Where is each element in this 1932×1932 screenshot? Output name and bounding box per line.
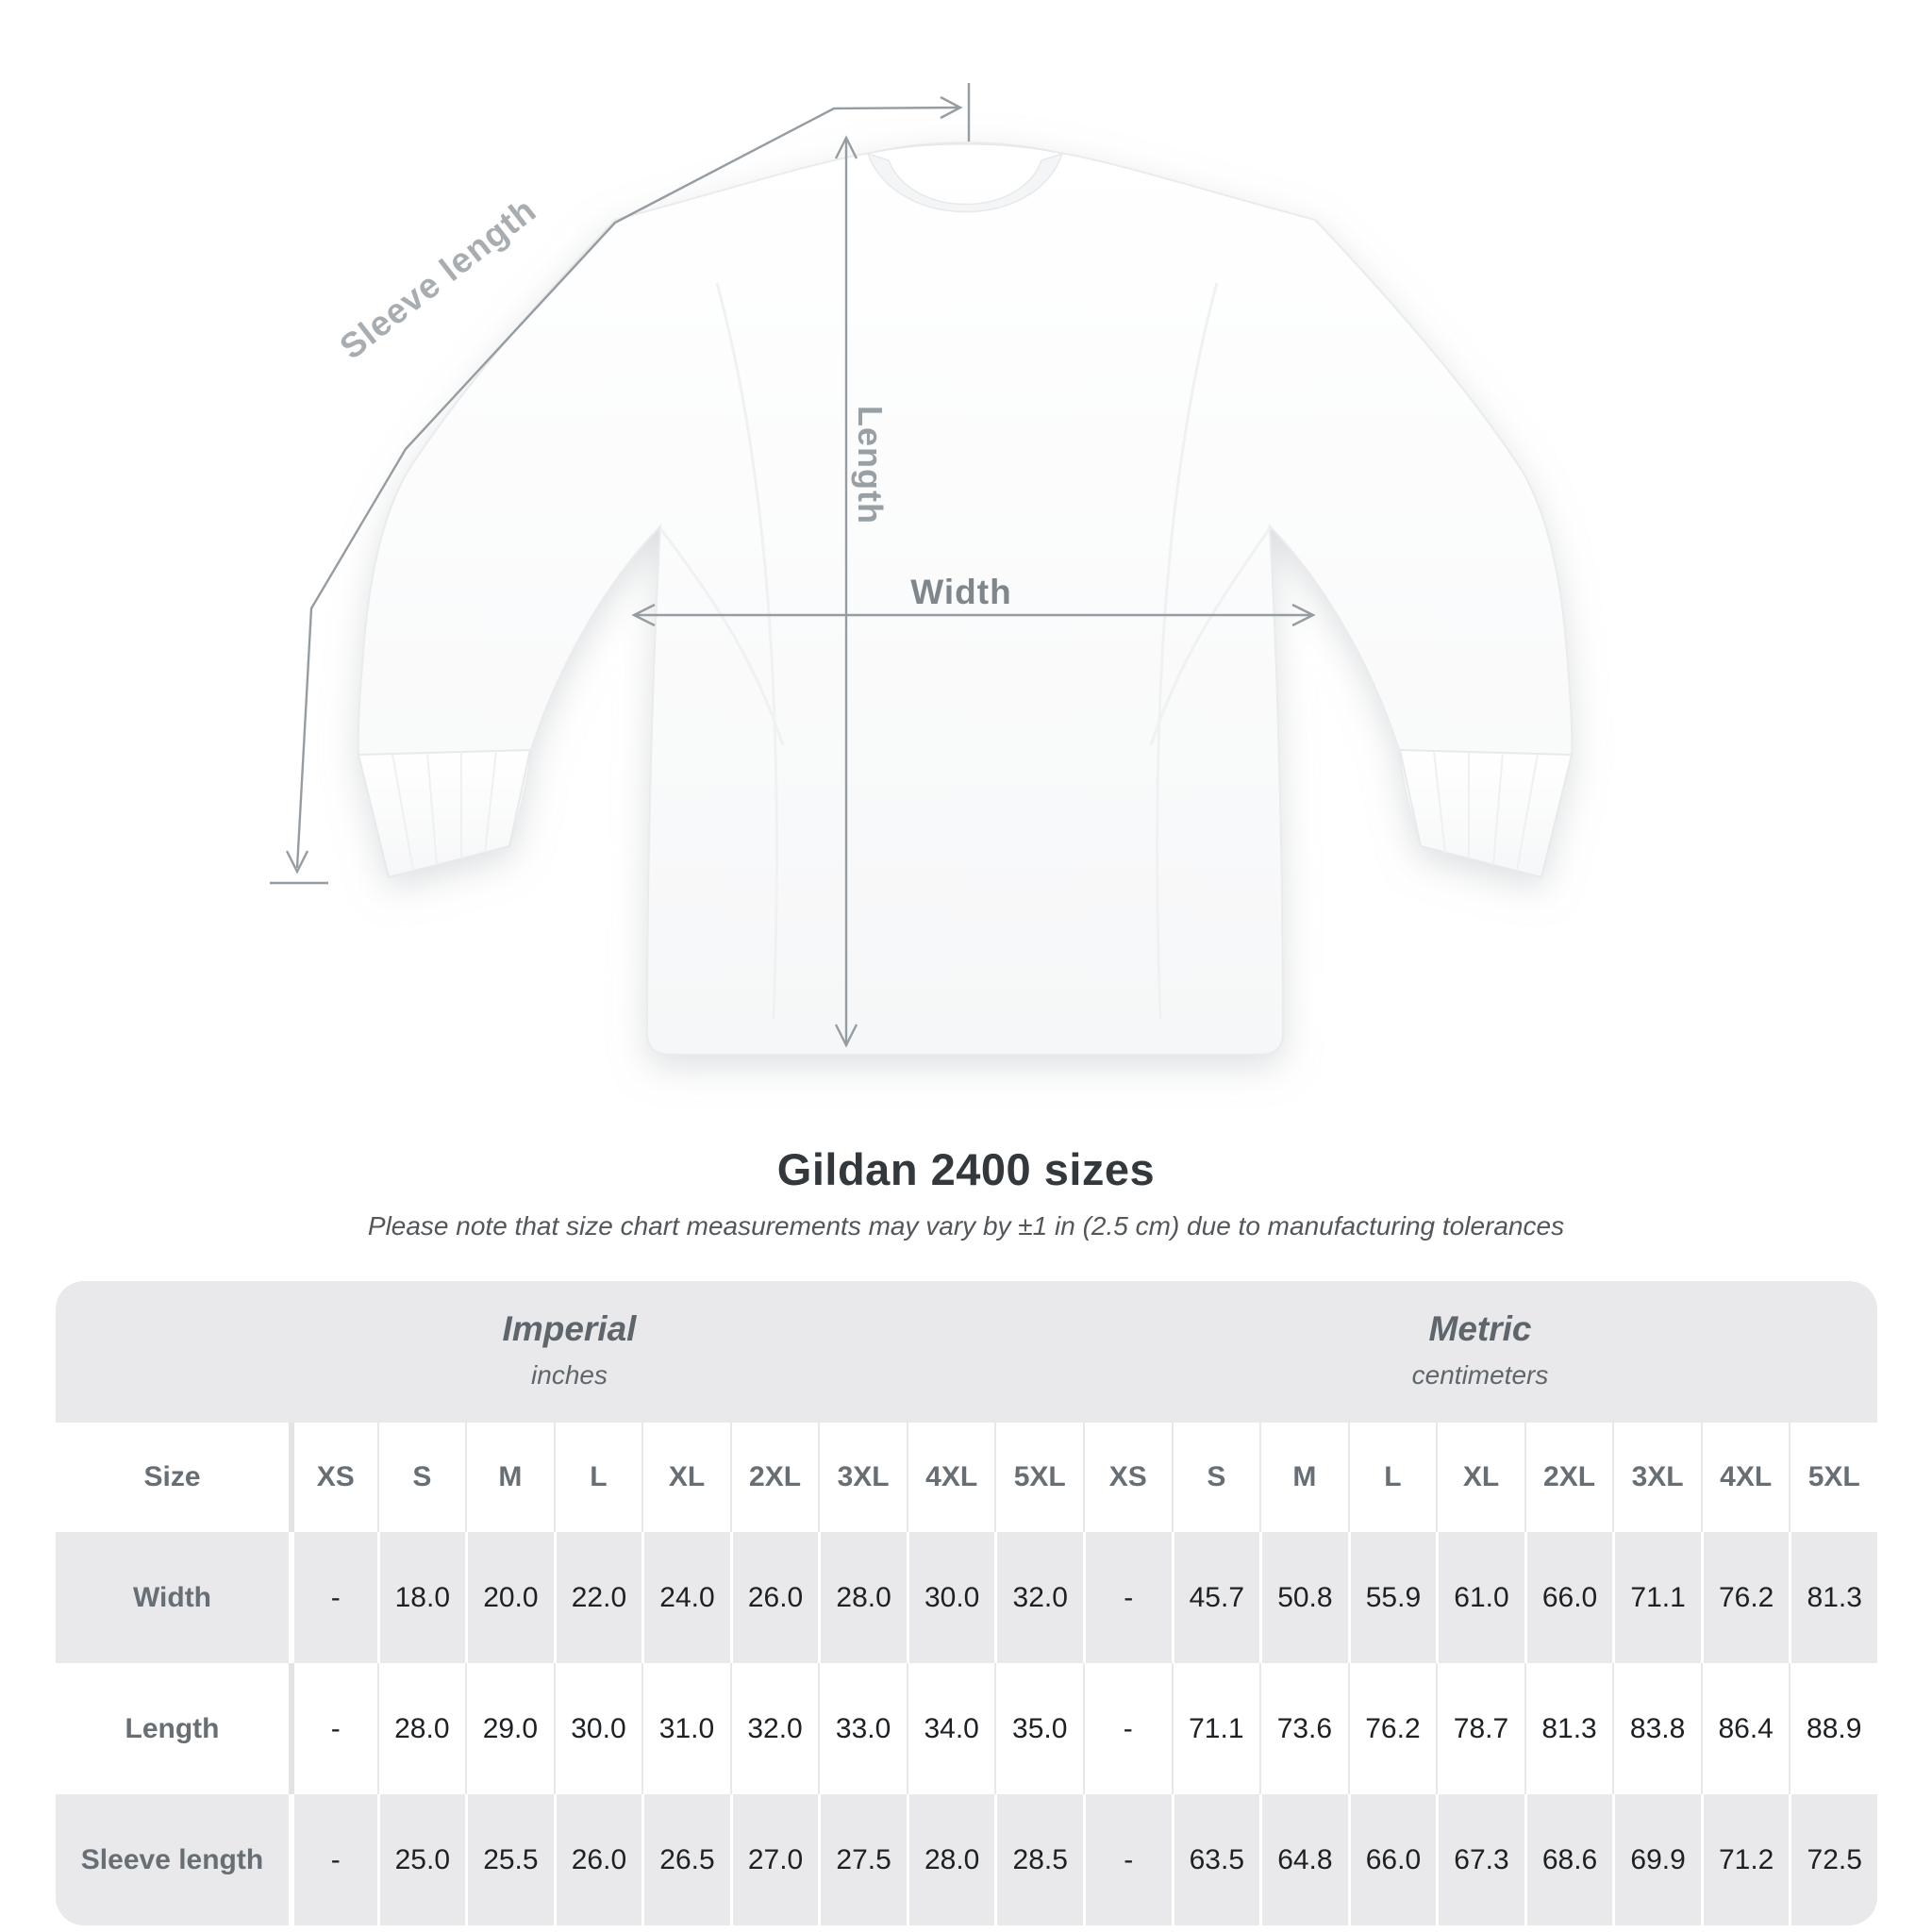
cell-length-metric-2xl: 81.3 (1524, 1663, 1613, 1794)
cell-length-metric-5xl: 88.9 (1789, 1663, 1877, 1794)
cell-length-metric-4xl: 86.4 (1701, 1663, 1790, 1794)
cell-width-imperial-4xl: 30.0 (907, 1532, 995, 1663)
cell-length-metric-m: 73.6 (1259, 1663, 1348, 1794)
cell-width-imperial-3xl: 28.0 (818, 1532, 907, 1663)
size-table (56, 1281, 1877, 1925)
col-header-imperial-xs: XS (289, 1423, 377, 1532)
cell-sleeve-length-metric-2xl: 68.6 (1524, 1794, 1613, 1925)
cell-length-imperial-4xl: 34.0 (907, 1663, 995, 1794)
cell-length-imperial-3xl: 33.0 (818, 1663, 907, 1794)
imperial-unit: inches (531, 1360, 608, 1390)
col-header-metric-m: M (1259, 1423, 1348, 1532)
cell-width-imperial-5xl: 32.0 (994, 1532, 1083, 1663)
unit-group-imperial (56, 1281, 1083, 1423)
cell-length-imperial-l: 30.0 (554, 1663, 642, 1794)
length-label: Length (851, 406, 890, 525)
cell-length-imperial-2xl: 32.0 (730, 1663, 819, 1794)
cell-sleeve-length-metric-5xl: 72.5 (1789, 1794, 1877, 1925)
cell-length-imperial-5xl: 35.0 (994, 1663, 1083, 1794)
imperial-label: Imperial (502, 1309, 637, 1348)
col-header-metric-xl: XL (1436, 1423, 1524, 1532)
cell-width-metric-xs: - (1083, 1532, 1172, 1663)
col-header-imperial-l: L (554, 1423, 642, 1532)
unit-group-metric (1083, 1281, 1877, 1423)
cell-width-metric-5xl: 81.3 (1789, 1532, 1877, 1663)
metric-unit: centimeters (1411, 1360, 1549, 1390)
cell-width-imperial-m: 20.0 (465, 1532, 554, 1663)
cell-sleeve-length-imperial-xl: 26.5 (641, 1794, 730, 1925)
col-header-metric-5xl: 5XL (1789, 1423, 1877, 1532)
cell-length-metric-xs: - (1083, 1663, 1172, 1794)
cell-length-imperial-s: 28.0 (377, 1663, 466, 1794)
cell-length-imperial-m: 29.0 (465, 1663, 554, 1794)
cell-length-metric-xl: 78.7 (1436, 1663, 1524, 1794)
col-header-imperial-5xl: 5XL (994, 1423, 1083, 1532)
page-title: Gildan 2400 sizes (776, 1144, 1156, 1194)
cell-width-metric-xl: 61.0 (1436, 1532, 1524, 1663)
col-header-metric-l: L (1348, 1423, 1437, 1532)
col-header-metric-s: S (1172, 1423, 1260, 1532)
cell-sleeve-length-metric-s: 63.5 (1172, 1794, 1260, 1925)
size-col-header: Size (56, 1423, 289, 1532)
cell-sleeve-length-imperial-m: 25.5 (465, 1794, 554, 1925)
col-header-metric-4xl: 4XL (1701, 1423, 1790, 1532)
cell-sleeve-length-metric-3xl: 69.9 (1612, 1794, 1701, 1925)
row-label-length: Length (56, 1663, 289, 1794)
cell-width-imperial-xl: 24.0 (641, 1532, 730, 1663)
col-header-imperial-xl: XL (641, 1423, 730, 1532)
col-header-imperial-4xl: 4XL (907, 1423, 995, 1532)
col-header-metric-2xl: 2XL (1524, 1423, 1613, 1532)
tolerance-note: Please note that size chart measurements may vary by ±1 in (2.5 cm) due to manufacturing tolerances (367, 1211, 1565, 1241)
col-header-metric-3xl: 3XL (1612, 1423, 1701, 1532)
cell-length-metric-3xl: 83.8 (1612, 1663, 1701, 1794)
cell-sleeve-length-metric-xl: 67.3 (1436, 1794, 1524, 1925)
cell-length-metric-l: 76.2 (1348, 1663, 1437, 1794)
cell-sleeve-length-metric-m: 64.8 (1259, 1794, 1348, 1925)
right-cuff (1400, 750, 1572, 877)
cell-sleeve-length-imperial-l: 26.0 (554, 1794, 642, 1925)
cell-sleeve-length-imperial-3xl: 27.5 (818, 1794, 907, 1925)
cell-sleeve-length-metric-4xl: 71.2 (1701, 1794, 1790, 1925)
col-header-imperial-2xl: 2XL (730, 1423, 819, 1532)
cell-width-metric-3xl: 71.1 (1612, 1532, 1701, 1663)
row-label-sleeve-length: Sleeve length (56, 1794, 289, 1925)
cell-width-metric-m: 50.8 (1259, 1532, 1348, 1663)
cell-width-metric-s: 45.7 (1172, 1532, 1260, 1663)
cell-sleeve-length-metric-xs: - (1083, 1794, 1172, 1925)
cell-width-imperial-s: 18.0 (377, 1532, 466, 1663)
row-label-width: Width (56, 1532, 289, 1663)
cell-width-imperial-xs: - (289, 1532, 377, 1663)
cell-sleeve-length-imperial-4xl: 28.0 (907, 1794, 995, 1925)
col-header-imperial-3xl: 3XL (818, 1423, 907, 1532)
left-cuff (358, 750, 530, 877)
col-header-metric-xs: XS (1083, 1423, 1172, 1532)
cell-sleeve-length-imperial-xs: - (289, 1794, 377, 1925)
cell-length-imperial-xs: - (289, 1663, 377, 1794)
cell-width-imperial-2xl: 26.0 (730, 1532, 819, 1663)
metric-label: Metric (1428, 1309, 1532, 1348)
col-header-imperial-s: S (377, 1423, 466, 1532)
cell-width-imperial-l: 22.0 (554, 1532, 642, 1663)
col-header-imperial-m: M (465, 1423, 554, 1532)
cell-sleeve-length-imperial-5xl: 28.5 (994, 1794, 1083, 1925)
cell-length-imperial-xl: 31.0 (641, 1663, 730, 1794)
cell-length-metric-s: 71.1 (1172, 1663, 1260, 1794)
cell-sleeve-length-metric-l: 66.0 (1348, 1794, 1437, 1925)
width-label: Width (910, 573, 1012, 611)
cell-sleeve-length-imperial-2xl: 27.0 (730, 1794, 819, 1925)
sleeve-length-label: Sleeve length (332, 190, 544, 367)
cell-width-metric-4xl: 76.2 (1701, 1532, 1790, 1663)
cell-sleeve-length-imperial-s: 25.0 (377, 1794, 466, 1925)
cell-width-metric-l: 55.9 (1348, 1532, 1437, 1663)
cell-width-metric-2xl: 66.0 (1524, 1532, 1613, 1663)
